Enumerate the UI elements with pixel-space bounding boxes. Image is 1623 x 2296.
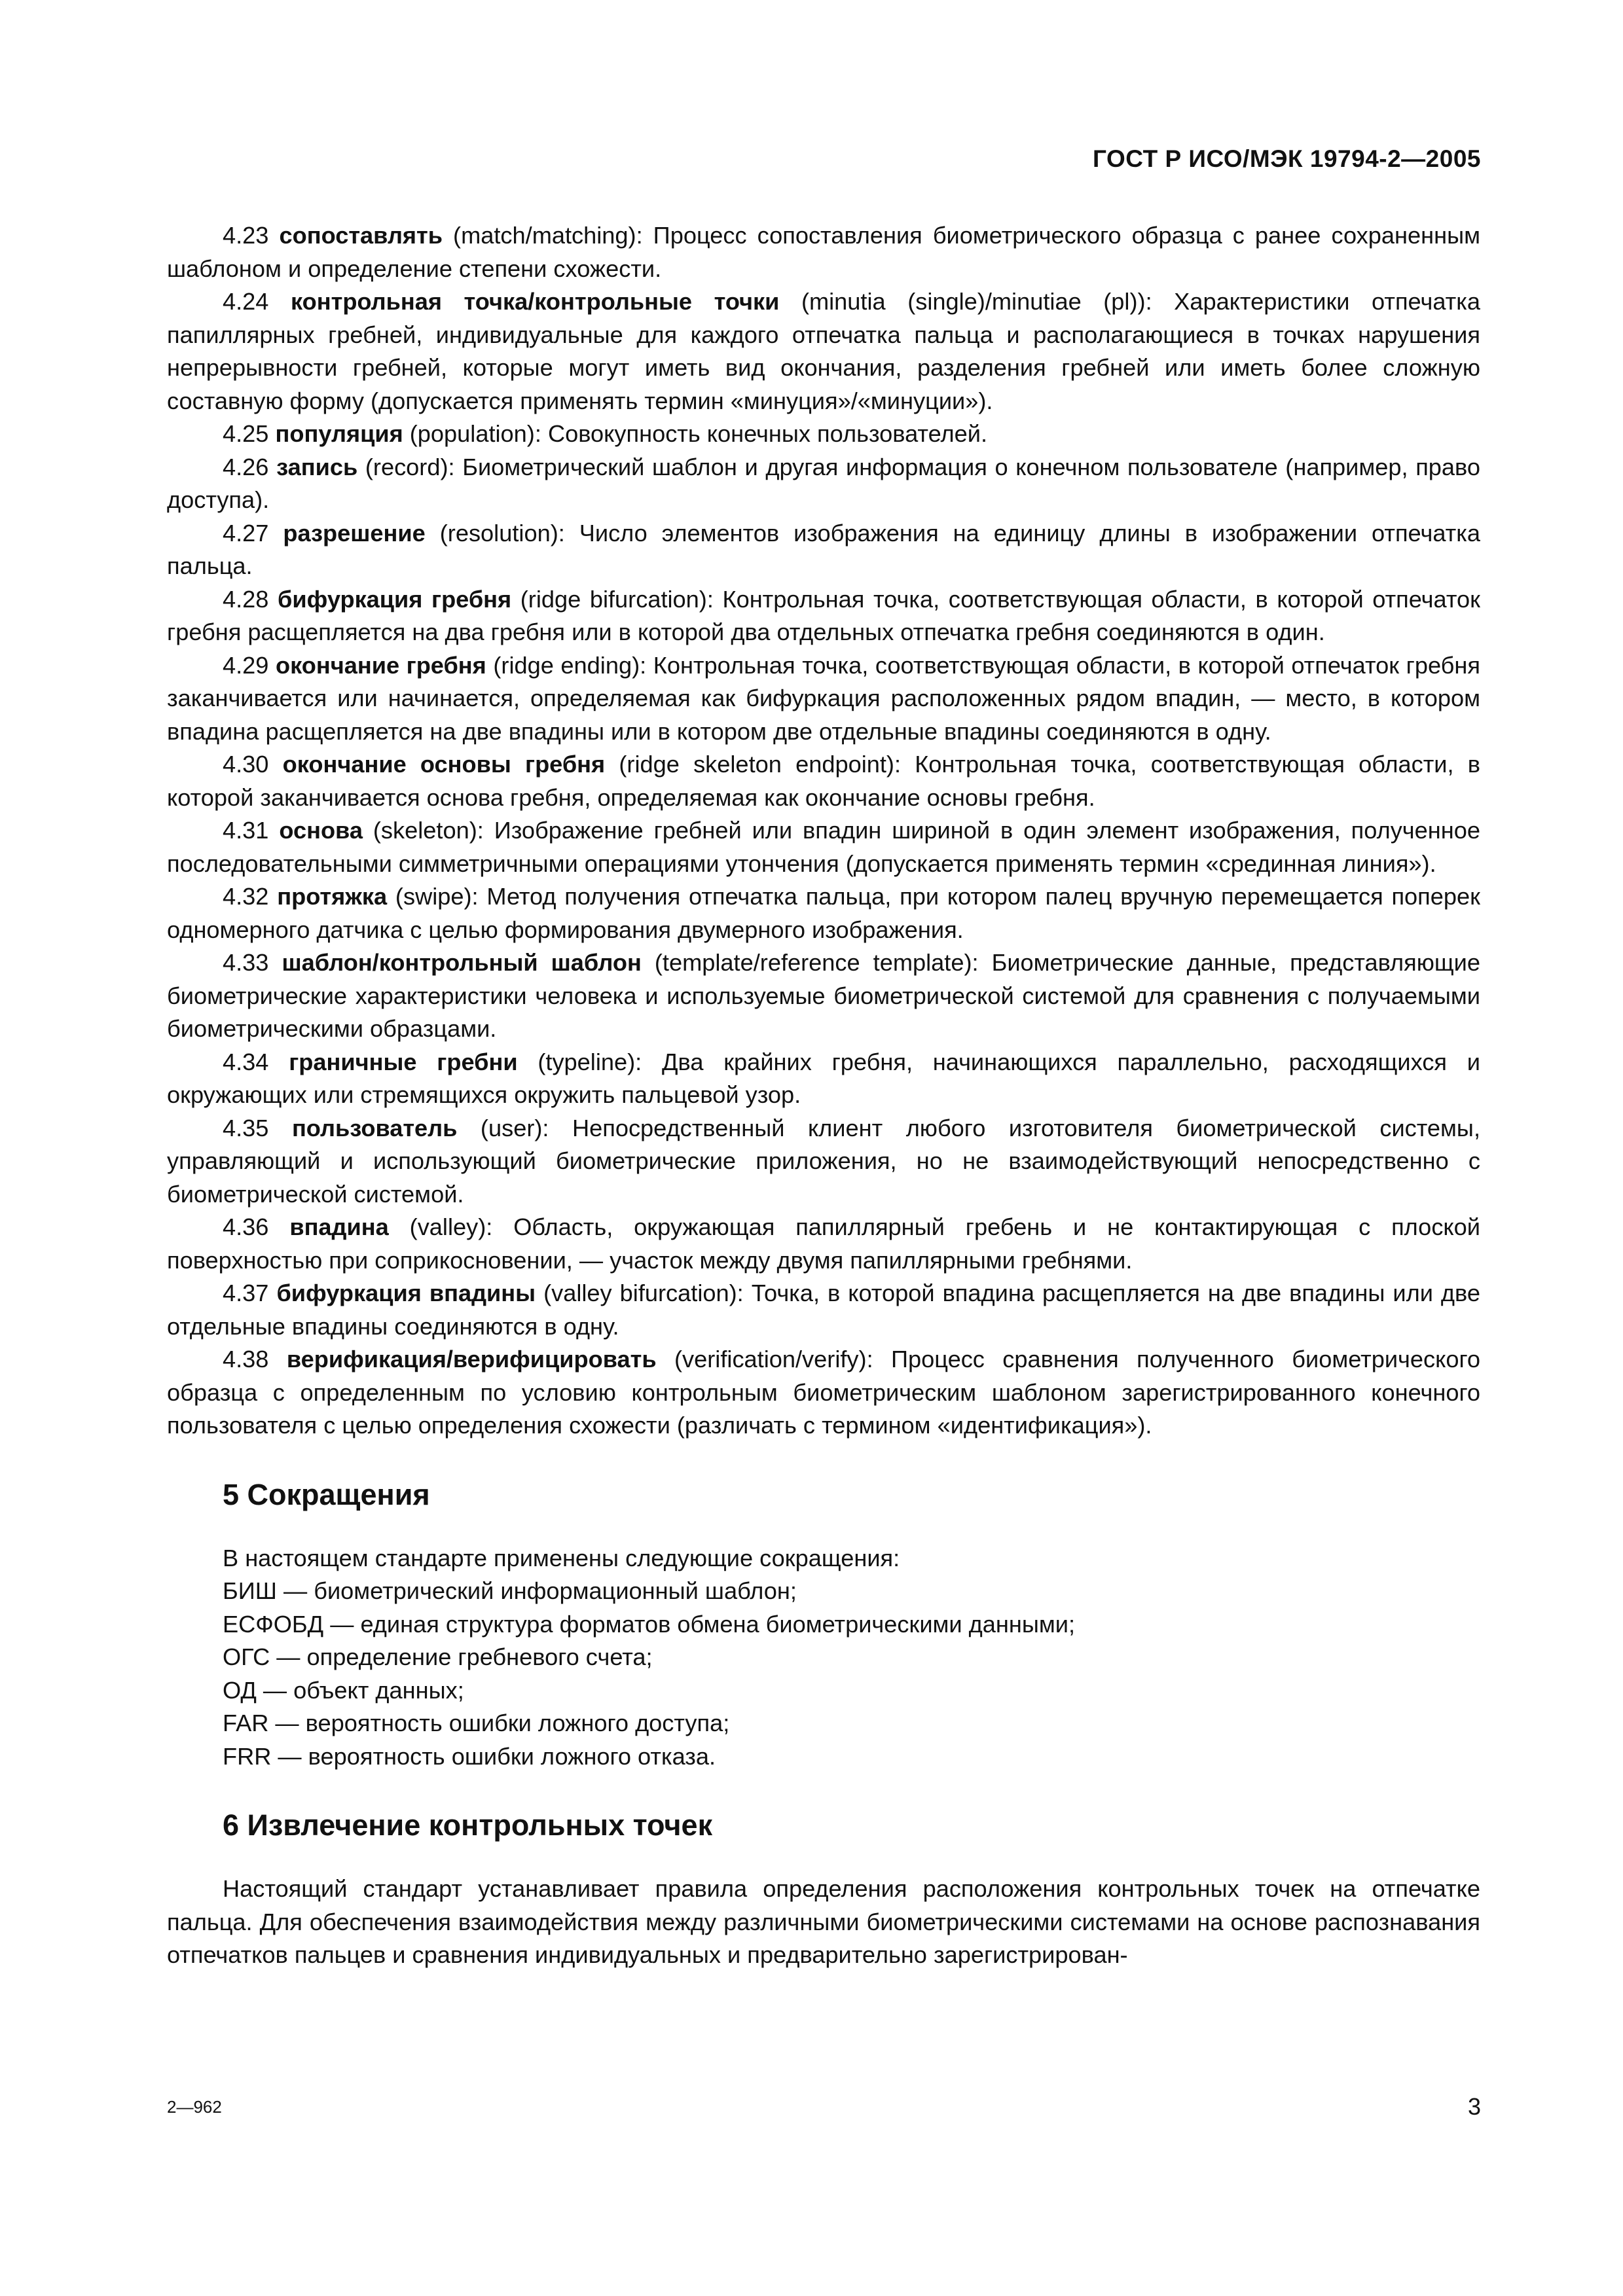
definition-4-33: 4.33 шаблон/контрольный шаблон (template/reference template): Биометрические данные, представляющие биометрические характеристики человека и используемые биометрической системой для сравнения с получаемыми биометрическими образцами.: [167, 949, 1480, 1042]
definition-4-27: 4.27 разрешение (resolution): Число элементов изображения на единицу длины в изображении отпечатка пальца.: [167, 519, 1480, 579]
list-item: БИШ — биометрический информационный шаблон;: [223, 1577, 797, 1604]
definition-4-35: 4.35 пользователь (user): Непосредственный клиент любого изготовителя биометрической системы, управляющий и использующий биометрические приложения, но не взаимодействующий непосредственно с биометрической системой.: [167, 1114, 1480, 1208]
list-item: ОД — объект данных;: [223, 1676, 464, 1704]
abbreviations-list: [167, 1542, 1480, 1774]
list-item: ОГС — определение гребневого счета;: [223, 1643, 653, 1670]
definition-4-30: 4.30 окончание основы гребня (ridge skeleton endpoint): Контрольная точка, соответствующая области, в которой заканчивается основа гребня, определяемая как окончание основы гребня.: [167, 751, 1480, 811]
definition-4-32: 4.32 протяжка (swipe): Метод получения отпечатка пальца, при котором палец вручную перемещается поперек одномерного датчика с целью формирования двумерного изображения.: [167, 883, 1480, 943]
definition-4-24: 4.24 контрольная точка/контрольные точки (minutia (single)/minutiae (pl)): Характеристики отпечатка папиллярных гребней, индивидуальные для каждого отпечатка пальца и располагающиеся в точках нарушения непрерывности гребней, которые могут иметь вид окончания, разделения гребней или иметь более сложную составную форму (допускается применять термин «минуция»/«минуции»).: [167, 288, 1480, 414]
definition-4-34: 4.34 граничные гребни (typeline): Два крайних гребня, начинающихся параллельно, расходящихся и окружающих или стремящихся окружить пальцевой узор.: [167, 1048, 1480, 1108]
definition-4-23: 4.23 сопоставлять (match/matching): Процесс сопоставления биометрического образца с ранее сохраненным шаблоном и определение степени схожести.: [167, 222, 1480, 282]
abbreviations-intro: В настоящем стандарте применены следующие сокращения:: [223, 1544, 900, 1571]
definition-4-25: 4.25 популяция (population): Совокупность конечных пользователей.: [223, 420, 988, 447]
page-content: [167, 219, 1480, 1972]
definition-4-29: 4.29 окончание гребня (ridge ending): Контрольная точка, соответствующая области, в которой отпечаток гребня заканчивается или начинается, определяемая как бифуркация расположенных рядом впадин, — место, в котором впадина расщепляется на две впадины или в котором две отдельные впадины соединяются в одну.: [167, 651, 1480, 745]
definitions-list: [167, 219, 1480, 1443]
section-6-paragraph: Настоящий стандарт устанавливает правила определения расположения контрольных точек на отпечатке пальца. Для обеспечения взаимодействия между различными биометрическими системами на основе распознавания отпечатков пальцев и сравнения индивидуальных и предварительно зарегистрирован-: [167, 1875, 1480, 1968]
list-item: FRR — вероятность ошибки ложного отказа.: [223, 1742, 716, 1770]
section-5-heading: 5 Сокращения: [223, 1477, 430, 1511]
print-code: 2—962: [167, 2097, 222, 2117]
definition-4-36: 4.36 впадина (valley): Область, окружающая папиллярный гребень и не контактирующая с плоской поверхностью при соприкосновении, — участок между двумя папиллярными гребнями.: [167, 1213, 1480, 1274]
document-header: ГОСТ Р ИСО/МЭК 19794-2—2005: [1093, 145, 1481, 172]
page-number: 3: [1467, 2093, 1481, 2120]
list-item: ЕСФОБД — единая структура форматов обмена биометрическими данными;: [223, 1610, 1076, 1638]
definition-4-31: 4.31 основа (skeleton): Изображение гребней или впадин шириной в один элемент изображения, полученное последовательными симметричными операциями утончения (допускается применять термин «срединная линия»).: [167, 817, 1480, 877]
definition-4-26: 4.26 запись (record): Биометрический шаблон и другая информация о конечном пользователе (например, право доступа).: [167, 453, 1480, 513]
definition-4-28: 4.28 бифуркация гребня (ridge bifurcation): Контрольная точка, соответствующая области, в которой отпечаток гребня расщепляется на два гребня или в которой два отдельных отпечатка гребня соединяются в один.: [167, 585, 1480, 645]
definition-4-37: 4.37 бифуркация впадины (valley bifurcation): Точка, в которой впадина расщепляется на две впадины или две отдельные впадины соединяются в одну.: [167, 1280, 1480, 1340]
list-item: FAR — вероятность ошибки ложного доступа;: [223, 1710, 730, 1736]
section-6-heading: 6 Извлечение контрольных точек: [223, 1808, 713, 1842]
definition-4-38: 4.38 верификация/верифицировать (verification/verify): Процесс сравнения полученного биометрического образца с определенным по условию контрольным биометрическим шаблоном зарегистрированного конечного пользователя с целью определения схожести (различать с термином «идентификация»).: [167, 1346, 1481, 1439]
